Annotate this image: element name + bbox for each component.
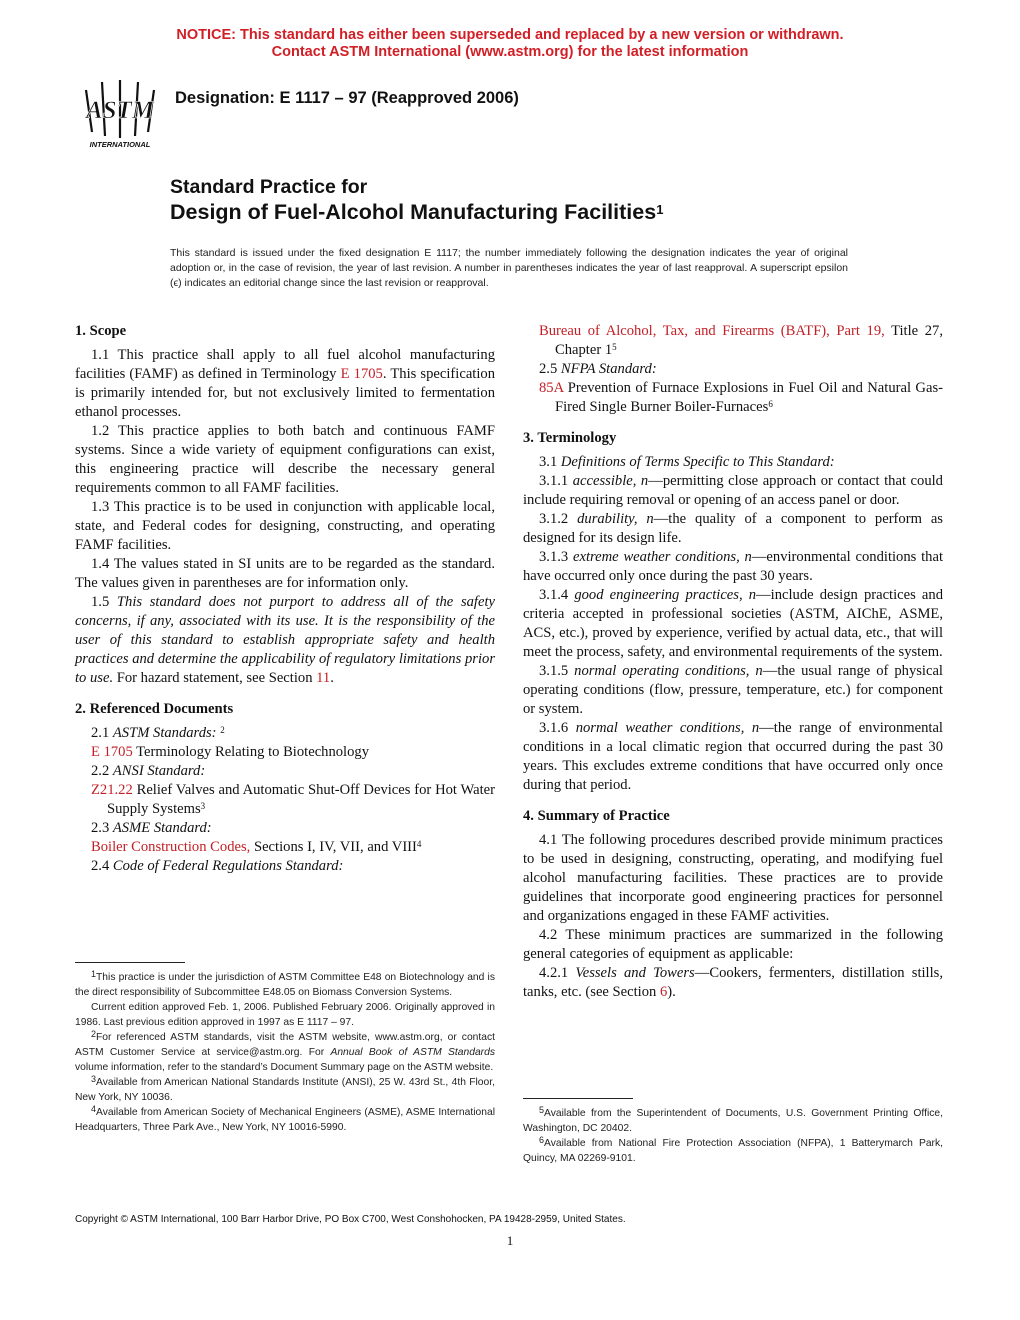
title-footnote-mark: 1 xyxy=(656,202,664,217)
para-3-1: 3.1 Definitions of Terms Specific to This Standard: xyxy=(539,454,835,470)
term-normal-weather: 3.1.6 normal weather conditions, n—the range of environmental conditions in a local climatic region that occurred during the past 30 years. This excludes extreme conditions that have occurred only once during that period. xyxy=(523,720,943,793)
link-batf[interactable]: Bureau of Alcohol, Tax, and Firearms (BATF), Part 19, xyxy=(539,323,885,339)
para-1-5: 1.5 This standard does not purport to address all of the safety concerns, if any, associated with its use. It is the responsibility of the user of this standard to establish appropriate safety and health practices and determine the applicability of regulatory limitations prior to use. For hazard statement, see Section 11. xyxy=(75,594,495,686)
footnote-rule-right xyxy=(523,1098,633,1099)
para-4-2-1: 4.2.1 Vessels and Towers—Cookers, fermenters, distillation stills, tanks, etc. (see Section 6). xyxy=(523,965,943,1000)
para-2-3: 2.3 ASME Standard: xyxy=(91,820,212,836)
term-extreme-weather: 3.1.3 extreme weather conditions, n—environmental conditions that have occurred only once during the past 30 years. xyxy=(523,549,944,584)
document-title xyxy=(170,175,663,225)
footnote-3: $^3$Available from American National Standards Institute (ANSI), 25 W. 43rd St., 4th Floor, New York, NY 10036. xyxy=(75,1074,495,1103)
term-good-engineering: 3.1.4 good engineering practices, n—include design practices and criteria accepted in professional societies (ASTM, AIChE, ASME, ACS, etc.), proved by experience, verified by actual data, etc., that will meet the process, safety, and environmental requirements of the system. xyxy=(523,587,944,660)
footnote-2: $^2$For referenced ASTM standards, visit the ASTM website, www.astm.org, or contact ASTM Customer Service at service@astm.org. For Annual Book of ASTM Standards volume information, refer to the standard’s Document Summary page on the ASTM website. xyxy=(75,1029,495,1073)
para-2-5: 2.5 NFPA Standard: xyxy=(539,361,657,377)
ref-z2122: Z21.22 Relief Valves and Automatic Shut-Off Devices for Hot Water Supply Systems$^3$ xyxy=(91,782,495,817)
section-heading-referenced-documents: 2. Referenced Documents xyxy=(75,701,234,717)
link-e1705[interactable]: E 1705 xyxy=(340,366,383,382)
intro-paragraph: This standard is issued under the fixed designation E 1117; the number immediately following the designation indicates the year of original adoption or, in the case of revision, the year of last revision. A number in parentheses indicates the year of last reapproval. A superscript epsilon (ϵ) indicates an editorial change since the last revision or reapproval. xyxy=(170,247,848,289)
link-z2122[interactable]: Z21.22 xyxy=(91,782,133,798)
para-2-4: 2.4 Code of Federal Regulations Standard: xyxy=(91,858,344,874)
footnote-6: $^6$Available from National Fire Protection Association (NFPA), 1 Batterymarch Park, Quincy, MA 02269-9101. xyxy=(523,1135,943,1164)
section-heading-scope: 1. Scope xyxy=(75,323,127,339)
footnote-rule-left xyxy=(75,962,185,963)
section-heading-terminology: 3. Terminology xyxy=(523,430,617,446)
para-1-3: 1.3 This practice is to be used in conjunction with applicable local, state, and Federal codes for designing, constructing, and operating FAMF facilities. xyxy=(75,499,495,553)
logo-subtext: INTERNATIONAL xyxy=(89,140,151,149)
para-1-4: 1.4 The values stated in SI units are to be regarded as the standard. The values given in parentheses are for information only. xyxy=(75,556,495,591)
link-ref-e1705[interactable]: E 1705 xyxy=(91,744,133,760)
ref-boiler: Boiler Construction Codes, Sections I, IV, VII, and VIII$^4$ xyxy=(91,839,422,855)
link-section-11[interactable]: 11 xyxy=(316,670,331,686)
para-4-2: 4.2 These minimum practices are summarized in the following general categories of equipment as applicable: xyxy=(523,927,943,962)
title-line-1: Standard Practice for xyxy=(170,176,368,198)
footnote-1: $^1$This practice is under the jurisdiction of ASTM Committee E48 on Biotechnology and is the direct responsibility of Subcommittee E48.05 on Biomass Conversion Systems. xyxy=(75,969,495,998)
ref-nfpa-85a: 85A Prevention of Furnace Explosions in Fuel Oil and Natural Gas-Fired Single Burner Boiler-Furnaces$^6$ xyxy=(539,380,943,415)
left-column xyxy=(75,322,495,876)
link-section-6[interactable]: 6 xyxy=(659,984,668,1000)
para-2-2: 2.2 ANSI Standard: xyxy=(91,763,206,779)
term-normal-operating: 3.1.5 normal operating conditions, n—the usual range of physical operating conditions (flow, pressure, temperature, etc.) for component or system. xyxy=(523,663,943,717)
footnote-1b: Current edition approved Feb. 1, 2006. Published February 2006. Originally approved in 1986. Last previous edition approved in 1997 as E 1117 – 97. xyxy=(75,1002,495,1028)
ref-batf: Bureau of Alcohol, Tax, and Firearms (BATF), Part 19, Title 27, Chapter $1^5$ xyxy=(539,323,943,358)
link-nfpa-85a[interactable]: 85A xyxy=(539,380,564,396)
footnote-4: $^4$Available from American Society of Mechanical Engineers (ASME), ASME International Headquarters, Three Park Ave., New York, NY 10016-5990. xyxy=(75,1104,495,1133)
para-2-1: 2.1 ASTM Standards: $^2$ xyxy=(91,725,225,741)
astm-logo xyxy=(78,76,162,150)
term-durability: 3.1.2 durability, n—the quality of a component to perform as designed for its design life. xyxy=(523,511,943,546)
footnotes-right xyxy=(523,1106,943,1166)
designation: Designation: E 1117 – 97 (Reapproved 2006) xyxy=(175,89,519,107)
notice-line-1: NOTICE: This standard has either been superseded and replaced by a new version or withdrawn. xyxy=(176,27,844,43)
page-number: 1 xyxy=(506,1233,514,1248)
para-1-1: 1.1 This practice shall apply to all fuel alcohol manufacturing facilities (FAMF) as defined in Terminology E 1705. This specification is primarily intended for, but not exclusively limited to fermentation ethanol processes. xyxy=(75,347,495,420)
notice-line-2: Contact ASTM International (www.astm.org) for the latest information xyxy=(271,44,749,60)
footnotes-left xyxy=(75,970,495,1135)
copyright-line: Copyright © ASTM International, 100 Barr Harbor Drive, PO Box C700, West Conshohocken, PA 19428-2959, United States. xyxy=(75,1214,626,1225)
para-1-2: 1.2 This practice applies to both batch and continuous FAMF systems. Since a wide variety of equipment configurations can exist, this engineering practice will describe the necessary general requirements common to all FAMF facilities. xyxy=(75,423,495,496)
ref-e1705: E 1705 Terminology Relating to Biotechnology xyxy=(91,744,370,760)
right-column xyxy=(523,322,943,1002)
link-boiler-codes[interactable]: Boiler Construction Codes, xyxy=(91,839,251,855)
withdrawn-notice xyxy=(0,27,1020,61)
logo-text: ASTM xyxy=(85,97,155,124)
term-accessible: 3.1.1 accessible, n—permitting close approach or contact that could include requiring removal or opening of an access panel or door. xyxy=(523,473,943,508)
title-line-2: Design of Fuel-Alcohol Manufacturing Facilities xyxy=(170,200,657,224)
footnote-5: $^5$Available from the Superintendent of Documents, U.S. Government Printing Office, Washington, DC 20402. xyxy=(523,1105,943,1134)
para-4-1: 4.1 The following procedures described provide minimum practices to be used in designing, constructing, operating, and modifying fuel alcohol manufacturing facilities. These practices are to provide guidelines that incorporate good engineering practices for personnel and organizations engaged in these FAMF activities. xyxy=(523,832,943,924)
section-heading-summary: 4. Summary of Practice xyxy=(523,808,670,824)
